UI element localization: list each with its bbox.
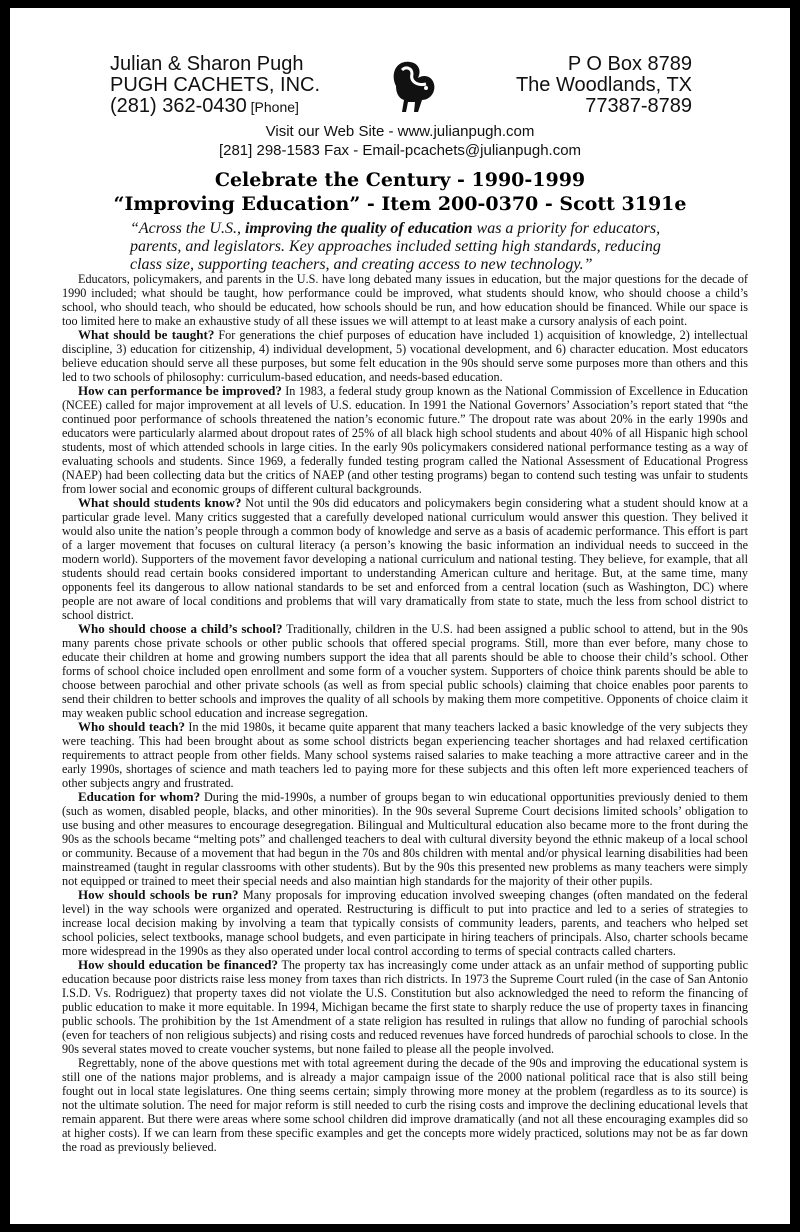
paragraph-heading: Who should teach? — [78, 719, 185, 734]
company-name: PUGH CACHETS, INC. — [110, 74, 321, 96]
paragraph — [62, 384, 748, 496]
fax-email-line: [281] 298-1583 Fax - Email-pcachets@julianpugh.com — [218, 142, 582, 159]
zip-code: 77387-8789 — [585, 95, 692, 117]
paragraph — [62, 272, 748, 328]
lead-part-1: “Across the U.S., — [130, 220, 245, 237]
address-block — [516, 54, 692, 117]
paragraph-text: During the mid-1990s, a number of groups began to win educational opportunities previously denied to them (such as women, disabled people, blacks, and other minorities). In the 90s several Supreme Court decisions limited schools’ obligation to use busing and other measures to encourage desegregation. Bilingual and Multicultural education also became more to the front during the 90s as the schools became “melting pots” and challenged teachers to deal with cultural diversity beyond the ethnic makeup of a local school or community. Because of a movement that had begun in the 70s and 80s children with mental and/or physical learning disabilities had been mainstreamed (taught in regular classrooms with other students). But by the 90s this presented new problems as many teachers were simply not equipped or trained to meet their special needs and also maintian high standards for the majority of their other pupils. — [62, 790, 749, 888]
paragraph — [62, 720, 748, 790]
article-body — [62, 272, 748, 1154]
paragraph-text: In the mid 1980s, it became quite apparent that many teachers lacked a basic knowledge of the very subjects they were teaching. This had been brought about as some school districts began experiencing teacher shortages and had relaxed certification requirements to attract people from other fields. Many school systems raised salaries to make teaching a more attractive career and in the early 1990s, shortages of science and math teachers led to paying more for these subjects and this often left more experienced teachers of other subjects angry and frustrated. — [62, 720, 748, 790]
city-state: The Woodlands, TX — [515, 74, 692, 96]
paragraph — [62, 622, 748, 720]
sender-block — [110, 54, 320, 118]
title-line-2: “Improving Education” - Item 200-0370 - Scott 3191e — [113, 193, 687, 215]
paragraph-heading: How can performance be improved? — [78, 383, 282, 398]
paragraph-heading: Education for whom? — [78, 789, 201, 804]
paragraph-heading: How should education be financed? — [78, 957, 278, 972]
skunk-logo-icon — [388, 56, 438, 116]
paragraph-text: Regrettably, none of the above questions met with total agreement during the decade of the 90s and improving the educational system is still one of the nations major problems, and is already a major campaign issue of the 2000 national political race that is also still being fought out in local state legislatures. One thing seems certain; simply throwing more money at the problem (regardless as to its source) is not the ultimate solution. The need for major reform is still needed to curb the rising costs and improve the declining educational levels that remain apparent. But there were areas where some school children did improve dramatically (and not all these encouraging examples did so at higher costs). If we can learn from these specific examples and get the concepts more widely practiced, solutions may not be as far down the road as previously believed. — [62, 1056, 748, 1154]
paragraph — [62, 328, 748, 384]
phone-line — [110, 96, 320, 118]
contact-info — [10, 122, 790, 160]
sender-names: Julian & Sharon Pugh — [110, 53, 304, 75]
document-page — [10, 8, 790, 1224]
paragraph-text: In 1983, a federal study group known as the National Commission of Excellence in Education (NCEE) called for major improvement at all levels of U.S. education. In 1991 the National Governors’ Association’s report stated that “the continued poor performance of schools threatened the nation’s economic future.” The dropout rate was about 20% in the early 1990s and educators were particularly alarmed about dropout rates of 25% of all black high school students and about 40% of all Hispanic high school students, most of which attended schools in large cities. In the early 90s policymakers considered national performance testing as a way of evaluating schools and students. Since 1969, a federally funded testing program called the National Assessment of Educational Progress (NAEP) had been collecting data but the critics of NAEP (and other testing programs) began to contend such testing was unfair to students from lower social and economic groups of different cultural backgrounds. — [62, 384, 748, 496]
document-title — [10, 168, 790, 216]
paragraph-heading: Who should choose a child’s school? — [78, 621, 283, 636]
paragraph-text: Educators, policymakers, and parents in the U.S. have long debated many issues in education, but the major questions for the decade of 1990 included; what should be taught, how performance could be improved, what students should know, who should choose a child’s school, who should teach, who should be educated, how schools should be run, and how education should be financed. While our space is too limited here to make an exhaustive study of all these issues we will attempt to at least make a cursory analysis of each point. — [62, 272, 748, 328]
paragraph-text: Many proposals for improving education involved sweeping changes (often mandated on the federal level) in the way schools were organized and operated. Restructuring is difficult to put into practice and led to a series of strategies to increase local decision making by involving a team that typically consists of community leaders, parents, and teachers who helped set school policies, select textbooks, manage school budgets, and even participate in hiring teachers of principals. Also, charter schools became more widespread in the 1990s as they also operated under local control according to terms of special contracts called charters. — [62, 888, 748, 958]
paragraph — [62, 1056, 748, 1154]
paragraph-heading: What should students know? — [78, 495, 242, 510]
paragraph — [62, 888, 748, 958]
paragraph — [62, 958, 748, 1056]
paragraph — [62, 496, 748, 622]
paragraph-text: Not until the 90s did educators and policymakers begin considering what a student should know at a particular grade level. Many critics suggested that a carefully developed national curriculum would answer this question. They belived it would also unite the nation’s people through a common body of knowledge and serve as a basis of academic performance. This effort is part of a larger movement that focuses on cultural literacy (a person’s knowing the basic information an individual needs to succeed in the modern world). Supporters of the movement favor developing a national curriculum and national testing. They believe, for example, that all students should read certain books considered important to understanding American culture and heritage. But, at the same time, many opponents feel its dangerous to allow national standards to be set and enforced from a central location (such as Washington, DC) where people are not aware of local conditions and problems that will vary dramatically from state to state, much the less from school district to school district. — [62, 496, 748, 622]
lead-bold: improving the quality of education — [244, 220, 473, 237]
paragraph-heading: What should be taught? — [78, 327, 215, 342]
paragraph-text: Traditionally, children in the U.S. had been assigned a public school to attend, but in the 90s many parents chose private schools or other public schools that offered special programs. Still, more than ever before, many chose to educate their children at home and growing numbers support the idea that all parents should be able to choose their child’s school. Other forms of school choice included open enrollment and some form of a voucher system. Supporters of choice think parents should be able to choose between parochial and other private schools (as well as from special public schools) claiming that choice enables poor parents to send their children to better schools and improves the quality of all schools by making them more competitive. Opponents of choice claim it may weaken public school education and increase segregation. — [62, 622, 748, 720]
website-line: Visit our Web Site - www.julianpugh.com — [265, 123, 535, 140]
title-line-1: Celebrate the Century - 1990-1999 — [214, 169, 586, 191]
paragraph-heading: How should schools be run? — [78, 887, 239, 902]
paragraph-text: The property tax has increasingly come under attack as an unfair method of supporting public education because poor districts raise less money from taxes than rich districts. In 1973 the Supreme Court ruled (in the case of San Antonio I.S.D. Vs. Rodriguez) that property taxes did not violate the U.S. Constitution but also acknowledged the need to reform the financing of public education to make it more equitable. In 1994, Michigan became the first state to sharply reduce the use of property taxes in financing public schools. The prohibition by the 1st Amendment of a state religion has resulted in rulings that allow no funding of parochial schools (even for teachers of non religious subjects) and rising costs and reduced revenues have forced hundreds of parochial schools to close. In the 90s several states moved to create voucher systems, but none failed to please all the people involved. — [62, 958, 749, 1056]
phone-label: [Phone] — [246, 99, 299, 115]
lead-quote — [130, 220, 690, 274]
po-box: P O Box 8789 — [567, 53, 692, 75]
lead-part-2: was a priority for educators, parents, and legislators. Key approaches included setting high standards, reducing class size, supporting teachers, and creating access to new technology.” — [130, 220, 661, 273]
paragraph-text: For generations the chief purposes of education have included 1) acquisition of knowledge, 2) intellectual discipline, 3) education for citizenship, 4) individual development, 5) vocational development, and 6) character education. Most educators believe education should serve all these purposes, but some felt education in the 90s should serve some purposes more than others and this led to two schools of philosophy: curriculum-based education, and needs-based education. — [62, 328, 748, 384]
paragraph — [62, 790, 748, 888]
phone-number: (281) 362-0430 — [110, 95, 247, 117]
